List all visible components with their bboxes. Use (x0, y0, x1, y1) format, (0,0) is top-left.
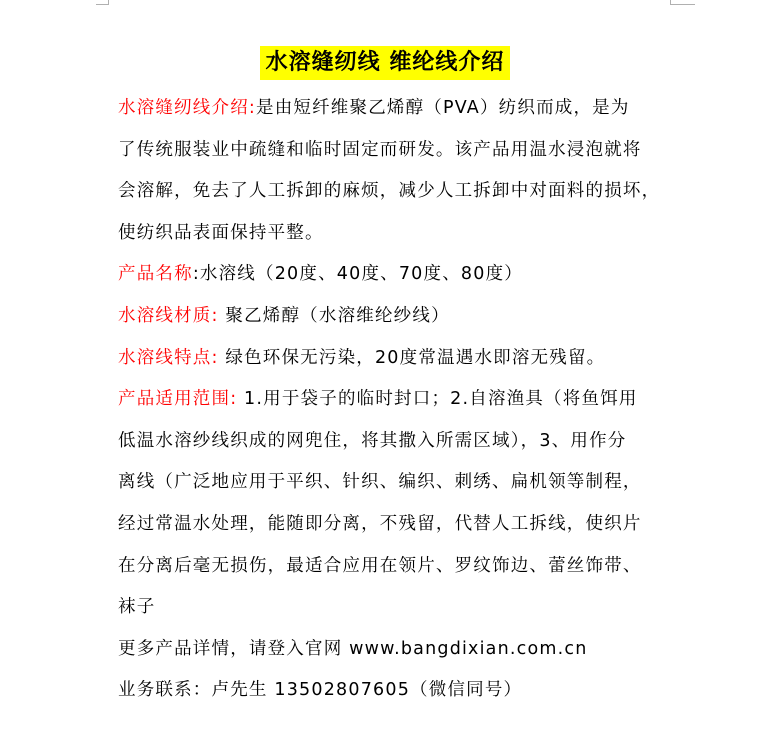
material-line (118, 296, 678, 338)
material-text: 聚乙烯醇（水溶维纶纱线） (218, 305, 450, 326)
applications-text-1: 1.用于袋子的临时封口；2.自溶渔具（将鱼饵用 (237, 389, 638, 410)
applications-line-4: 经过常温水处理，能随即分离，不残留，代替人工拆线，使织片 (118, 513, 642, 534)
intro-line-4: 使纺织品表面保持平整。 (118, 222, 324, 243)
document-body (118, 88, 678, 712)
product-name-line (118, 254, 678, 296)
title-container (0, 46, 770, 80)
page-corner-mark-left (96, 0, 109, 5)
document-title: 水溶缝纫线 维纶线介绍 (260, 46, 511, 80)
applications-line-1 (118, 379, 678, 421)
features-label: 水溶线特点: (118, 347, 219, 368)
intro-line-1 (118, 88, 678, 130)
product-name-label: 产品名称 (118, 264, 193, 285)
applications-label: 产品适用范围: (118, 389, 238, 410)
intro-line-2: 了传统服装业中疏缝和临时固定而研发。该产品用温水浸泡就将 (118, 139, 642, 160)
features-line (118, 338, 678, 380)
applications-line-6: 袜子 (118, 597, 156, 618)
material-label: 水溶线材质: (118, 305, 219, 326)
features-text: 绿色环保无污染，20度常温遇水即溶无残留。 (218, 347, 606, 368)
applications-line-3: 离线（广泛地应用于平织、针织、编织、刺绣、扁机领等制程， (118, 472, 642, 493)
more-info-line: 更多产品详情，请登入官网 www.bangdixian.com.cn (118, 638, 588, 659)
intro-label: 水溶缝纫线介绍: (118, 98, 256, 118)
intro-text-1: 是由短纤维聚乙烯醇（PVA）纺织而成，是为 (256, 98, 630, 118)
product-name-text: :水溶线（20度、40度、70度、80度） (192, 264, 523, 285)
intro-line-3: 会溶解，免去了人工拆卸的麻烦，减少人工拆卸中对面料的损坏， (118, 181, 661, 202)
page-corner-mark-right (670, 0, 695, 5)
applications-line-5: 在分离后毫无损伤，最适合应用在领片、罗纹饰边、蕾丝饰带、 (118, 555, 642, 576)
applications-line-2: 低温水溶纱线织成的网兜住，将其撒入所需区域），3、用作分 (118, 430, 627, 451)
contact-line: 业务联系：卢先生 13502807605（微信同号） (118, 680, 523, 701)
